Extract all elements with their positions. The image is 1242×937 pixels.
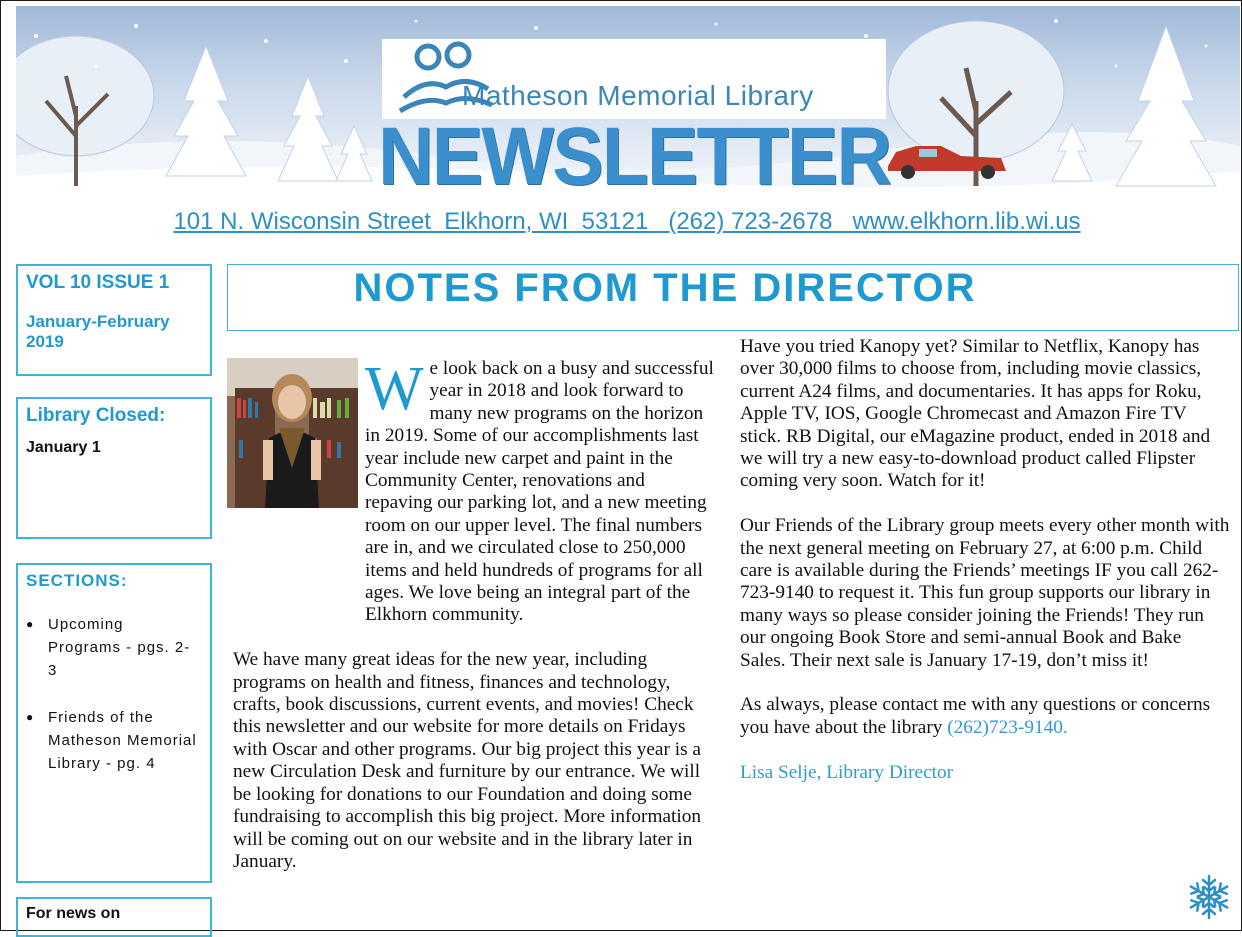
sections-list [26,613,202,775]
drop-cap: W [365,355,424,423]
article-headline: NOTES FROM THE DIRECTOR [353,266,977,310]
issue-date: January-February 2019 [26,312,170,351]
news-box [16,897,212,937]
closed-heading: Library Closed: [26,405,166,426]
sections-heading: SECTIONS: [26,571,128,590]
closed-date: January 1 [26,439,101,456]
article-column-left [233,355,715,873]
newsletter-title: NEWSLETTER [378,111,891,202]
closed-box [16,397,212,539]
sections-box [16,563,212,883]
library-name: Matheson Memorial Library [462,80,814,111]
address-line[interactable]: 101 N. Wisconsin Street Elkhorn, WI 53121 (262) 723-2678 www.elkhorn.lib.wi.us [173,208,1081,235]
paragraph-contact [740,694,1230,739]
paragraph-ideas: We have many great ideas for the new year, including programs on health and fitness, finances and technology, crafts, book discussions, current events, and movies! Check this newsletter and our website for more details on Fridays with Oscar and other programs. Our big project this year is a new Circulation Desk and furniture by our entrance. We will be looking for donations to our Foundation and doing some fundraising to accomplish this big project. More information will be coming out on our website and in the library later in January. [233,649,702,872]
paragraph-friends: Our Friends of the Library group meets every other month with the next general meeting on February 27, at 6:00 p.m. Child care is available during the Friends’ meetings IF you call 262-723-9140 to request it. This fun group supports our library in many ways so please consider joining the Friends! They run our ongoing Book Store and semi-annual Book and Bake Sales. Their next sale is January 17-19, don’t miss it! [740,515,1230,671]
contact-phone-link[interactable]: (262)723-9140. [947,716,1068,738]
news-text: For news on [26,905,121,922]
article-column-right [740,336,1230,784]
newsletter-banner [16,6,1240,204]
signature: Lisa Selje, Library Director [740,761,954,783]
paragraph-kanopy: Have you tried Kanopy yet? Similar to Netflix, Kanopy has over 30,000 films to choose from, including movie classics, current A24 films, and documentaries. It has apps for Roku, Apple TV, IOS, Google Chromecast and Amazon Fire TV stick. RB Digital, our eMagazine product, ended in 2018 and we will try a new easy-to-download product called Flipster coming very soon. Watch for it! [740,336,1211,492]
contact-text: As always, please contact me with any questions or concerns you have about the library [740,694,1211,738]
paragraph-intro-text: e look back on a busy and successful year in 2018 and look forward to many new programs on the horizon in 2019. Some of our accomplishments last year include new carpet and paint in the Community Center, renovations and repaving our parking lot, and a new meeting room on our upper level. The final numbers are in, and we circulated close to 250,000 items and held hundreds of programs for all ages. We love being an integral part of the Elkhorn community. [365,358,714,626]
volume-label: VOL 10 ISSUE 1 [26,272,170,293]
section-item[interactable]: ● Upcoming Programs - pgs. 2-3 [48,613,198,682]
section-item[interactable]: ● Friends of the Matheson Memorial Library - pg. 4 [48,706,208,775]
snowflake-icon [1186,872,1232,922]
